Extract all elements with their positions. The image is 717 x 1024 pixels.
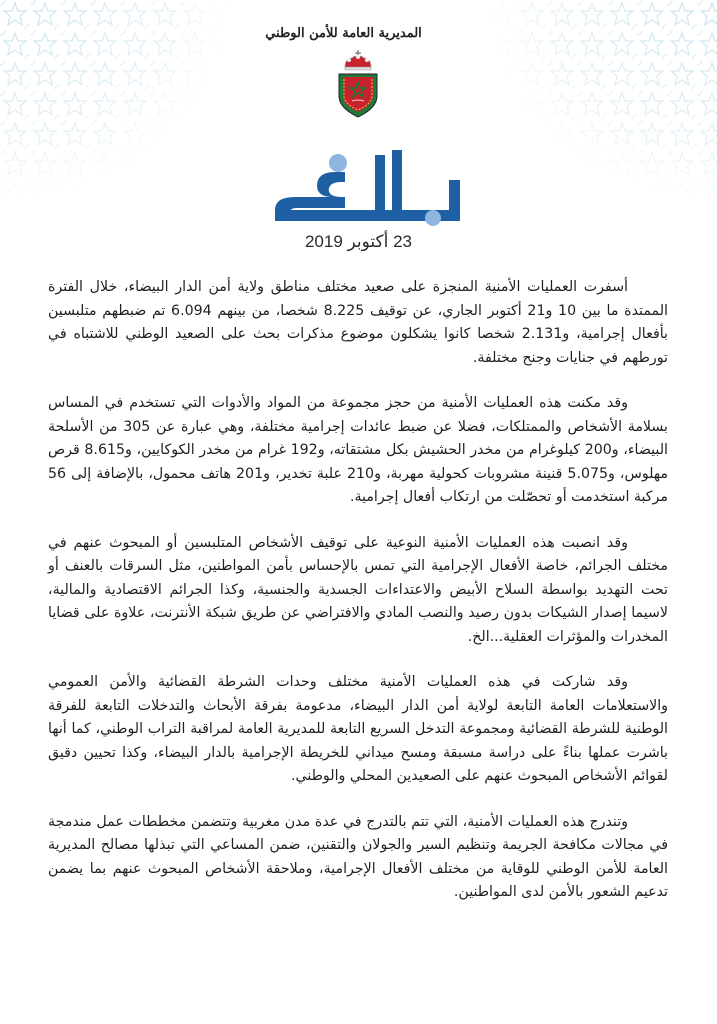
paragraph-seizures: وقد مكنت هذه العمليات الأمنية من حجز مجموعة من المواد والأدوات التي تستخدم في المساس بسلامة الأشخاص والممتلكات، فضلا عن ضبط عائدات إجرامية مختلفة، وهي عبارة عن 305 من الأسلحة البيضاء، و200 كيلوغرام من مخدر الحشيش بكل مشتقاته، و192 غرام من مخدر الكوكايين، و8.615 قرص مهلوس، و5.075 قنينة مشروبات كحولية مهربة، و210 علبة تخدير، و201 هاتف محمول، بالإضافة إلى 56 مركبة استخدمت أو تحصّلت من ارتكاب أفعال إجرامية. [48, 395, 668, 505]
letterhead [0, 22, 717, 41]
paragraph-targets: وقد انصبت هذه العمليات الأمنية النوعية على توقيف الأشخاص المتلبسين أو المبحوث عنهم في مختلف الجرائم، خاصة الأفعال الإجرامية التي تمس بالإحساس بأمن المواطنين، مثل السرقات بالعنف أو تحت التهديد بواسطة السلاح الأبيض والاعتداءات الجسدية والجنسية، وكذا الجرائم الاقتصادية والمالية، لاسيما إصدار الشيكات بدون رصيد والنصب المادي والافتراضي عن طريق شبكة الأنترنت، علاوة على قضايا المخدرات والمؤثرات العقلية...الخ. [48, 534, 668, 645]
paragraph-framework: وتندرج هذه العمليات الأمنية، التي تتم بالتدرج في عدة مدن مغربية وتتضمن مخططات عمل مندمجة في مجالات مكافحة الجريمة وتنظيم السير والجولان والتقنين، ضمن المساعي التي تبذلها مصالح المديرية العامة للأمن الوطني للوقاية من مختلف الأفعال الإجرامية، وملاحقة الأشخاص المبحوث عنهم بما يضمن تدعيم الشعور بالأمن لدى المواطنين. [48, 813, 668, 900]
paragraph-participants: وقد شاركت في هذه العمليات الأمنية مختلف وحدات الشرطة القضائية والأمن العمومي والاستعلامات العامة التابعة لولاية أمن الدار البيضاء، مدعومة بفرقة الأبحاث والتدخلات التابعة للفرقة الوطنية للشرطة القضائية ومجموعة التدخل السريع التابعة للمديرية العامة لمراقبة التراب الوطني، كما أنها باشرت عملها بناءً على دراسة مسبقة ومسح ميداني للخريطة الإجرامية بالدار البيضاء، وكذا تحيين دقيق لقوائم الأشخاص المبحوث عنهم على الصعيدين المحلي والوطني. [48, 674, 668, 784]
press-release-body [48, 276, 668, 927]
agency-name: المديرية العامة للأمن الوطني [265, 26, 422, 41]
release-date: 23 أكتوبر 2019 [304, 232, 413, 251]
moroccan-police-crest-icon [335, 50, 381, 118]
title-text: بلاغ [253, 150, 255, 151]
title-logo [255, 150, 465, 225]
paragraph-arrests: أسفرت العمليات الأمنية المنجزة على صعيد مختلف مناطق ولاية أمن الدار البيضاء، خلال الفترة الممتدة ما بين 10 و21 أكتوبر الجاري، عن توقيف 8.225 شخصا، من بينهم 6.094 تم ضبطهم متلبسين بأفعال إجرامية، و2.131 شخصا كانوا يشكلون موضوع مذكرات بحث على الصعيد الوطني للاشتباه في تورطهم في جنايات وجنح مختلفة. [48, 279, 668, 366]
